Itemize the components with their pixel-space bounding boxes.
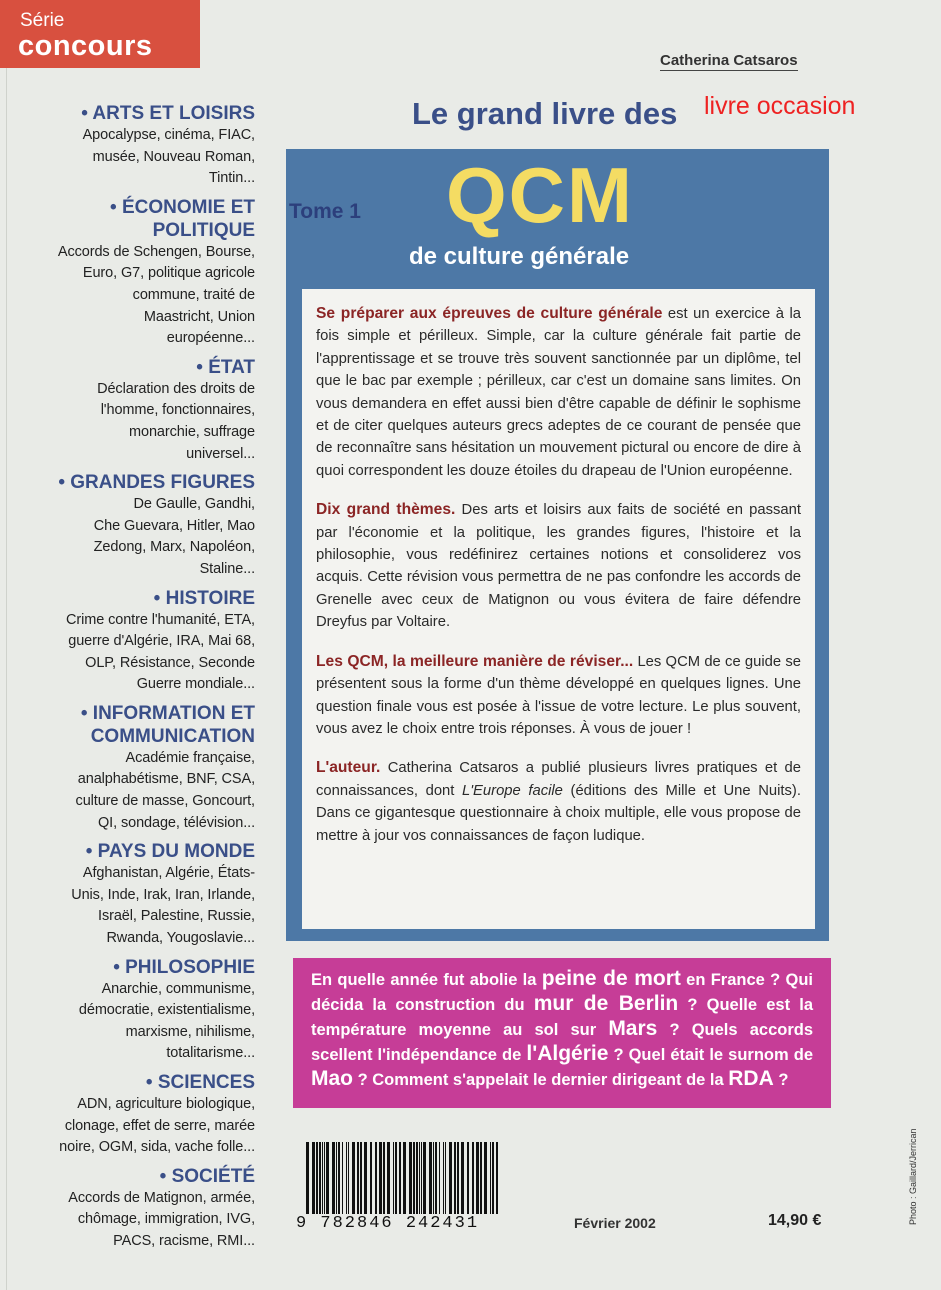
theme-keywords: Accords de Matignon, armée, chômage, immigration, IVG, PACS, racisme, RMI... [68, 1189, 255, 1249]
series-badge [0, 0, 200, 68]
theme-section [24, 1165, 255, 1253]
paragraph-intro: Se préparer aux épreuves de culture générale est un exercice à la fois simple et périlleux. Simple, car la culture générale fait partie de l'apprentissage et se trouve très souvent sanctionnée par un diplôme, tel que le bac par exemple ; périlleux, car c'est un domaine sans limites. On vous demandera en effet aussi bien d'être capable de définir le sophisme et de citer quelques auteurs grecs adeptes de ce courant de pensée que de reconnaître sans hésitation un mouvement pictural ou encore de dire à quoi correspondent les douze étoiles du drapeau de l'Union européenne. [316, 305, 801, 479]
themes-sidebar [24, 102, 255, 1259]
tome-label: Tome 1 [289, 200, 361, 223]
theme-heading: • ÉTAT [196, 356, 255, 378]
theme-section [24, 471, 255, 580]
theme-heading: • GRANDES FIGURES [58, 472, 255, 494]
theme-keywords: ADN, agriculture biologique, clonage, effet de serre, marée noire, OGM, sida, vache folle... [59, 1096, 255, 1156]
theme-keywords: Accords de Schengen, Bourse, Euro, G7, politique agricole commune, traité de Maastricht, Union européenne... [57, 243, 255, 347]
qcm-title: QCM [446, 151, 634, 239]
barcode [306, 1142, 502, 1214]
book-subtitle: de culture générale [409, 243, 630, 270]
page-edge [6, 0, 7, 1290]
theme-section [24, 702, 255, 834]
photo-credit: Photo : Gaillard/Jerrican [908, 1128, 918, 1225]
theme-keywords: Afghanistan, Algérie, États- Unis, Inde, Irak, Iran, Irlande, Israël, Palestine, Russie, Rwanda, Yougoslavie... [71, 865, 255, 947]
series-label: Série [20, 10, 65, 31]
paragraph-qcm: Les QCM, la meilleure manière de réviser... Les QCM de ce guide se présentent sous la forme d'un thème développé en quelques lignes. Une question finale vous est posée à l'issue de votre lecture. Le plus souvent, vous avez le choix entre trois réponses. À vous de jouer ! [316, 652, 802, 737]
theme-heading: • INFORMATION ET COMMUNICATION [80, 702, 255, 747]
theme-section [24, 587, 255, 696]
author-name: Catherina Catsaros [660, 52, 798, 69]
theme-heading: • PHILOSOPHIE [113, 956, 255, 978]
barcode-digits: 9 782846 242431 [296, 1214, 480, 1233]
theme-heading: • SOCIÉTÉ [159, 1165, 255, 1187]
theme-section [24, 102, 255, 190]
questions-box: En quelle année fut abolie la peine de mort en France ? Qui décida la construction du mur de Berlin ? Quelle est la température moyenne au sol sur Mars ? Quels accords scellent l'indépendance de l'Algérie ? Quel était le surnom de Mao ? Comment s'appelait le dernier dirigeant de la RDA ? [293, 958, 831, 1108]
theme-section [24, 196, 255, 350]
theme-heading: • ÉCONOMIE ET POLITIQUE [110, 196, 255, 241]
series-name: concours [18, 30, 153, 62]
paragraph-author: L'auteur. Catherina Catsaros a publié plusieurs livres pratiques et de connaissances, dont L'Europe facile (éditions des Mille et Une Nuits). Dans ce gigantesque questionnaire à choix multiple, elle vous propose de mettre à jour vos connaissances de façon ludique. [316, 759, 801, 844]
book-title: Le grand livre des [412, 96, 678, 131]
description-box [302, 289, 815, 929]
theme-keywords: Académie française, analphabétisme, BNF, CSA, culture de masse, Goncourt, QI, sondage, télévision... [75, 749, 255, 831]
price: 14,90 € [768, 1212, 822, 1229]
theme-heading: • HISTOIRE [153, 587, 255, 609]
theme-heading: • ARTS ET LOISIRS [81, 103, 255, 124]
theme-keywords: Anarchie, communisme, démocratie, existentialisme, marxisme, nihilisme, totalitarisme... [78, 980, 255, 1062]
theme-section [24, 840, 255, 949]
theme-heading: • PAYS DU MONDE [85, 841, 255, 863]
publication-date: Février 2002 [574, 1215, 656, 1231]
overlay-label: livre occasion [704, 92, 856, 120]
theme-keywords: Apocalypse, cinéma, FIAC, musée, Nouveau Roman, Tintin... [82, 127, 255, 187]
theme-section [24, 956, 255, 1065]
theme-section [24, 1071, 255, 1159]
paragraph-themes: Dix grand thèmes. Des arts et loisirs aux faits de société en passant par l'économie et la politique, les grandes figures, l'histoire et la philosophie, vous redéfinirez certaines notions et consoliderez vos acquis. Cette révision vous permettra de ne pas confondre les accords de Grenelle avec ceux de Matignon ou vous évitera de faire défendre Dreyfus par Voltaire. [316, 501, 801, 631]
theme-keywords: Déclaration des droits de l'homme, fonctionnaires, monarchie, suffrage universel... [97, 380, 255, 462]
theme-keywords: Crime contre l'humanité, ETA, guerre d'Algérie, IRA, Mai 68, OLP, Résistance, Seconde Guerre mondiale... [66, 611, 255, 693]
theme-section [24, 356, 255, 465]
theme-heading: • SCIENCES [145, 1072, 255, 1093]
theme-keywords: De Gaulle, Gandhi, Che Guevara, Hitler, Mao Zedong, Marx, Napoléon, Staline... [93, 496, 255, 577]
